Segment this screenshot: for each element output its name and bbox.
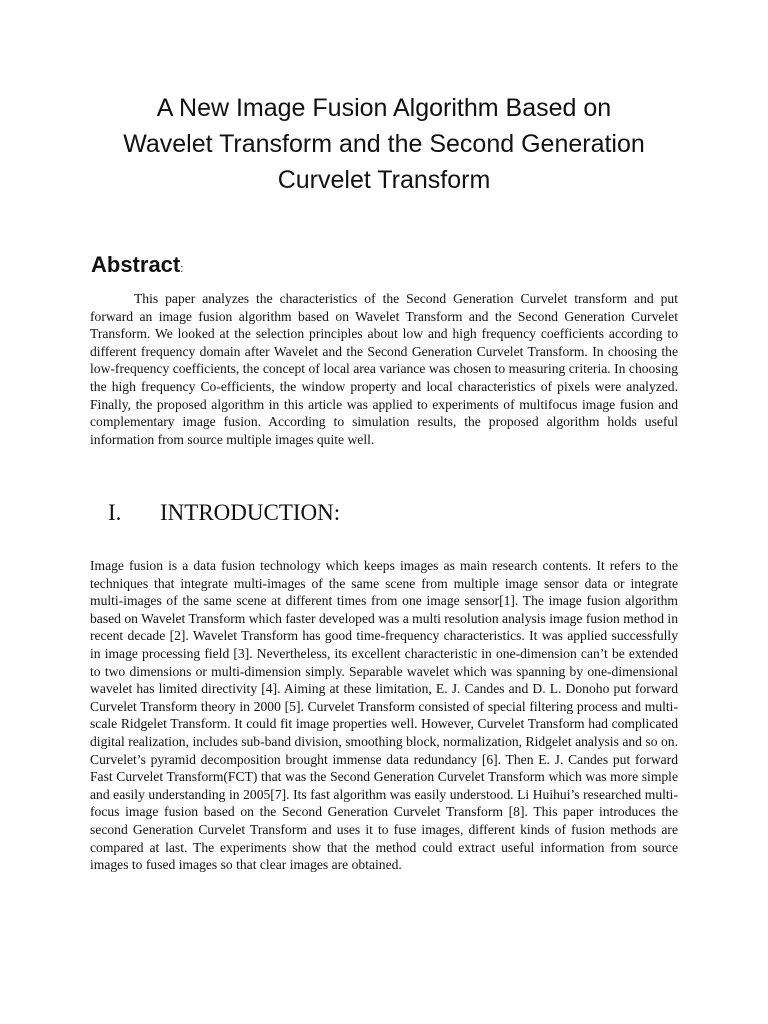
abstract-heading-colon: : — [180, 263, 184, 275]
abstract-heading — [91, 251, 183, 283]
abstract-body: This paper analyzes the characteristics of the Second Generation Curvelet transform and put forward an image fusion algorithm based on Wavelet Transform and the Second Generation Curvelet Transform. We looked at the selection principles about low and high frequency coefficients according to different frequency domain after Wavelet and the Second Generation Curvelet Transform. In choosing the low-frequency coefficients, the concept of local area variance was chosen to measuring criteria. In choosing the high frequency Co-efficients, the window property and local characteristics of pixels were analyzed. Finally, the proposed algorithm in this article was applied to experiments of multifocus image fusion and complementary image fusion. According to simulation results, the proposed algorithm holds useful information from source multiple images quite well. — [90, 291, 678, 447]
abstract-heading-text: Abstract — [91, 252, 181, 277]
section-number: I. — [108, 500, 122, 525]
paper-title-line-1: A New Image Fusion Algorithm Based on — [156, 94, 612, 122]
introduction-body: Image fusion is a data fusion technology which keeps images as main research contents. It refers to the techniques that integrate multi-images of the same scene from multiple image sensor data or integrate multi-images of the same scene at different times from one image sensor[1]. The image fusion algorithm based on Wavelet Transform which faster developed was a multi resolution analysis image fusion method in recent decade [2]. Wavelet Transform has good time-frequency characteristics. It was applied successfully in image processing field [3]. Nevertheless, its excellent characteristic in one-dimension can’t be extended to two dimensions or multi-dimension simply. Separable wavelet which was spanning by one-dimensional wavelet has limited directivity [4]. Aiming at these limitation, E. J. Candes and D. L. Donoho put forward Curvelet Transform theory in 2000 [5]. Curvelet Transform consisted of special filtering process and multi-scale Ridgelet Transform. It could fit image properties well. However, Curvelet Transform had complicated digital realization, includes sub-band division, smoothing block, normalization, Ridgelet analysis and so on. Curvelet’s pyramid decomposition brought immense data redundancy [6]. Then E. J. Candes put forward Fast Curvelet Transform(FCT) that was the Second Generation Curvelet Transform which was more simple and easily understanding in 2005[7]. Its fast algorithm was easily understood. Li Huihui’s researched multi-focus image fusion based on the Second Generation Curvelet Transform [8]. This paper introduces the second Generation Curvelet Transform and uses it to fuse images, different kinds of fusion methods are compared at last. The experiments show that the method could extract useful information from source images to fused images so that clear images are obtained. — [90, 558, 678, 873]
introduction-heading — [108, 498, 340, 528]
paper-title-line-3: Curvelet Transform — [277, 166, 491, 194]
section-title: INTRODUCTION: — [160, 500, 341, 525]
paper-title-line-2: Wavelet Transform and the Second Generation — [123, 130, 645, 158]
paper-title — [60, 90, 708, 198]
